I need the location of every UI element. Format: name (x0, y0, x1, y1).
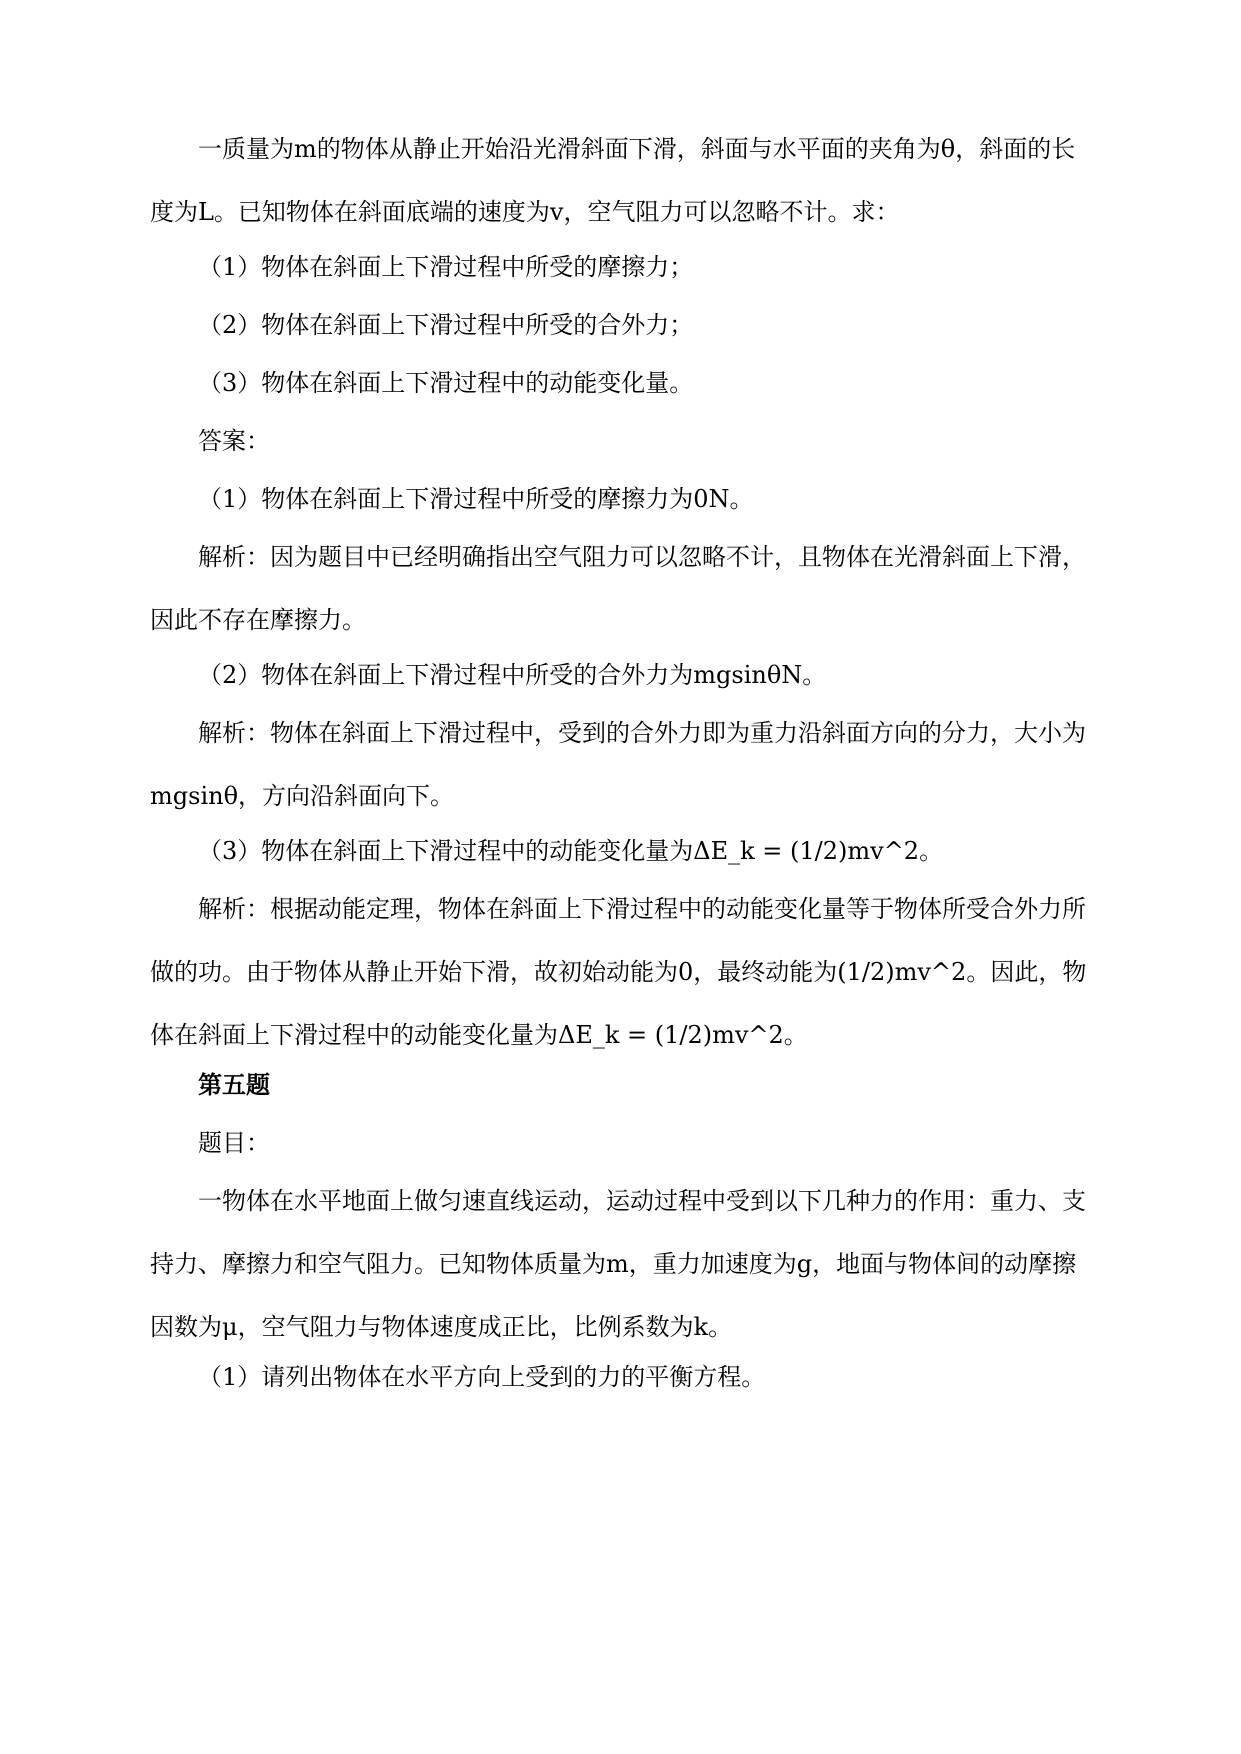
analysis-2: 解析：物体在斜面上下滑过程中，受到的合外力即为重力沿斜面方向的分力，大小为mgsinθ，方向沿斜面向下。 (150, 719, 1086, 810)
problem-5-statement: 一物体在水平地面上做匀速直线运动，运动过程中受到以下几种力的作用：重力、支持力、摩擦力和空气阻力。已知物体质量为m，重力加速度为g，地面与物体间的动摩擦因数为μ，空气阻力与物体速度成正比，比例系数为k。 (150, 1187, 1086, 1341)
question-1: （1）物体在斜面上下滑过程中所受的摩擦力； (198, 253, 694, 281)
question-3: （3）物体在斜面上下滑过程中的动能变化量。 (198, 369, 694, 397)
answer-1: （1）物体在斜面上下滑过程中所受的摩擦力为0N。 (198, 485, 754, 513)
problem-label: 题目： (198, 1129, 270, 1157)
section-heading: 第五题 (198, 1071, 270, 1099)
answer-label: 答案： (198, 427, 270, 455)
problem-statement: 一质量为m的物体从静止开始沿光滑斜面下滑，斜面与水平面的夹角为θ，斜面的长度为L。已知物体在斜面底端的速度为v，空气阻力可以忽略不计。求： (150, 135, 1076, 226)
analysis-3: 解析：根据动能定理，物体在斜面上下滑过程中的动能变化量等于物体所受合外力所做的功。由于物体从静止开始下滑，故初始动能为0，最终动能为(1/2)mv^2。因此，物体在斜面上下滑过程中的动能变化量为ΔE_k = (1/2)mv^2。 (150, 895, 1087, 1049)
problem-5-question-1: （1）请列出物体在水平方向上受到的力的平衡方程。 (198, 1363, 766, 1391)
analysis-1: 解析：因为题目中已经明确指出空气阻力可以忽略不计，且物体在光滑斜面上下滑，因此不存在摩擦力。 (150, 543, 1086, 634)
answer-3: （3）物体在斜面上下滑过程中的动能变化量为ΔE_k = (1/2)mv^2。 (198, 837, 944, 865)
answer-2: （2）物体在斜面上下滑过程中所受的合外力为mgsinθN。 (198, 661, 827, 689)
question-2: （2）物体在斜面上下滑过程中所受的合外力； (198, 311, 694, 339)
